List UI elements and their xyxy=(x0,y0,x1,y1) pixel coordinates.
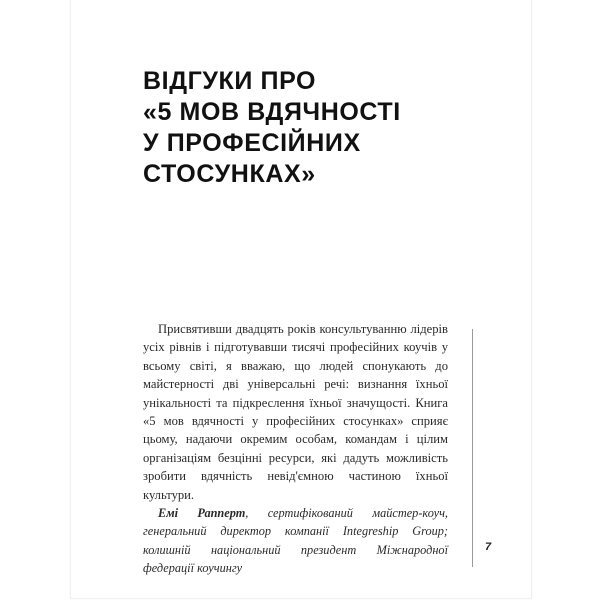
page-title xyxy=(143,66,463,190)
title-line-4: СТОСУНКАХ» xyxy=(143,160,316,188)
title-line-2: «5 МОВ ВДЯЧНОСТІ xyxy=(143,98,401,126)
author-name: Емі Рапперт xyxy=(158,506,246,521)
margin-rule-divider xyxy=(472,329,473,567)
testimonial-block xyxy=(143,320,448,578)
title-line-3: У ПРОФЕСІЙНИХ xyxy=(143,129,361,157)
title-line-1: ВІДГУКИ ПРО xyxy=(143,67,317,95)
testimonial-attribution xyxy=(143,504,448,578)
page-number: 7 xyxy=(485,541,492,553)
book-page xyxy=(70,0,532,599)
author-credentials: , сертифікований майстер-коуч, генеральний директор компанії Integreship Group; колишній національний президент Міжнародної федерації коучингу xyxy=(143,506,449,576)
testimonial-text: Присвятивши двадцять років консультуванню лідерів усіх рівнів і підготувавши тисячі професійних коучів у всьому світі, я вважаю, що людей спонукають до майстерності дві універсальні речі: визнання їхньої унікальності та підкреслення їхньої значущості. Книга «5 мов вдячності у професійних стосунках» сприяє цьому, надаючи окремим особам, командам і цілим організаціям безцінні ресурси, які дадуть можливість зробити вдячність невід'ємною частиною їхньої культури. xyxy=(143,322,448,502)
